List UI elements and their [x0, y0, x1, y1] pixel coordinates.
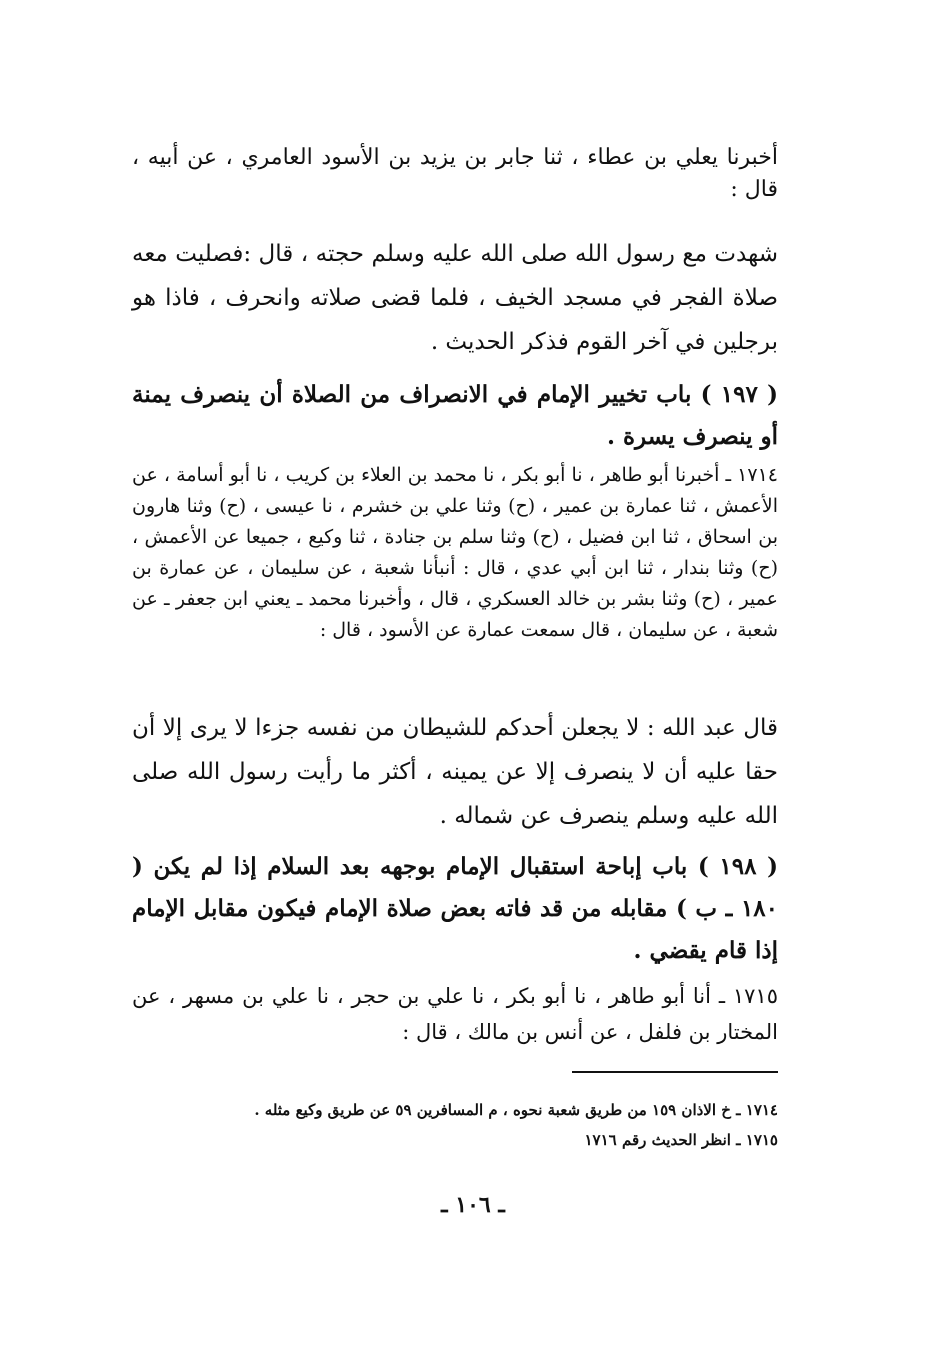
chapter-heading-198: ( ١٩٨ ) باب إباحة استقبال الإمام بوجهه بعد السلام إذا لم يكن ( ١٨٠ ـ ب ) مقابله من قد فاته بعض صلاة الإمام فيكون مقابل الإمام إذا قام يقضي . [132, 853, 778, 964]
hadith-1715-chain: ١٧١٥ ـ أنا أبو طاهر ، نا أبو بكر ، نا علي بن حجر ، نا علي بن مسهر ، عن المختار بن فلفل ، عن أنس بن مالك ، قال : [132, 984, 778, 1044]
narration-text-2: قال عبد الله : لا يجعلن أحدكم للشيطان من نفسه جزءا لا يرى إلا أن حقا عليه أن لا ينصرف إلا عن يمينه ، أكثر ما رأيت رسول الله صلى الله عليه وسلم ينصرف عن شماله . [132, 715, 778, 829]
chapter-heading-197: ( ١٩٧ ) باب تخيير الإمام في الانصراف من الصلاة أن ينصرف يمنة أو ينصرف يسرة . [132, 381, 778, 450]
footnote-divider [572, 1071, 778, 1073]
chain-intro: أخبرنا يعلي بن عطاء ، ثنا جابر بن يزيد بن الأسود العامري ، عن أبيه ، قال : [132, 145, 778, 202]
narration-text-1: شهدت مع رسول الله صلى الله عليه وسلم حجته ، قال :فصليت معه صلاة الفجر في مسجد الخيف ، فلما قضى صلاته وانحرف ، فاذا هو برجلين في آخر القوم فذكر الحديث . [132, 241, 778, 355]
footnote-1715: ١٧١٥ ـ انظر الحديث رقم ١٧١٦ [584, 1131, 778, 1149]
hadith-1714-chain: ١٧١٤ ـ أخبرنا أبو طاهر ، نا أبو بكر ، نا محمد بن العلاء بن كريب ، نا أبو أسامة ، عن الأعمش ، ثنا عمارة بن عمير ، (ح) وثنا علي بن خشرم ، نا عيسى ، (ح) وثنا هارون بن اسحاق ، ثنا ابن فضيل ، (ح) وثنا سلم بن جنادة ، ثنا وكيع ، جميعا عن الأعمش ، (ح) وثنا بندار ، ثنا ابن أبي عدي ، قال : أنبأنا شعبة ، عن سليمان ، عن عمارة بن عمير ، (ح) وثنا بشر بن خالد العسكري ، قال ، وأخبرنا محمد ـ يعني ابن جعفر ـ عن شعبة ، عن سليمان ، قال سمعت عمارة عن الأسود ، قال : [132, 464, 778, 641]
page-number: ـ ١٠٦ ـ [441, 1192, 505, 1218]
footnote-1714: ١٧١٤ ـ خ الاذان ١٥٩ من طريق شعبة نحوه ، م المسافرين ٥٩ عن طريق وكيع مثله . [254, 1101, 778, 1119]
